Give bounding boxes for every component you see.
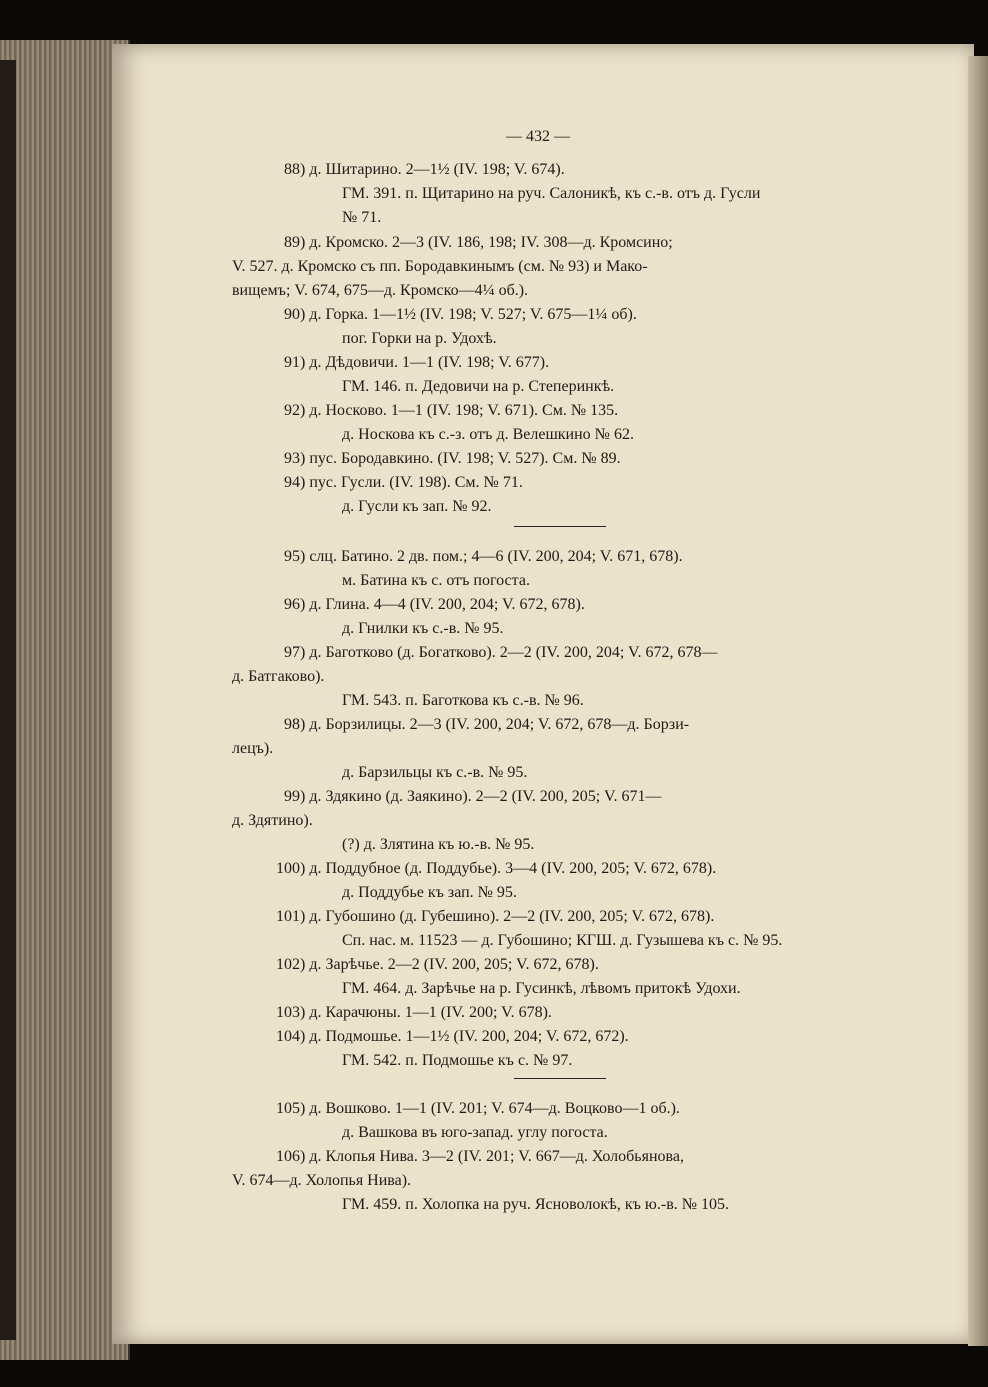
entry-95-line-2: м. Батина къ с. отъ погоста. bbox=[342, 572, 530, 589]
entry-94-line-1: 94) пус. Гусли. (IV. 198). См. № 71. bbox=[284, 474, 523, 491]
entry-92-line-1: 92) д. Носково. 1—1 (IV. 198; V. 671). См. № 135. bbox=[284, 402, 619, 419]
entry-106-line-1: 106) д. Клопья Нива. 3—2 (IV. 201; V. 667—д. Холобьянова, bbox=[276, 1148, 684, 1165]
entry-97-line-1: 97) д. Баготково (д. Богатково). 2—2 (IV. 200, 204; V. 672, 678— bbox=[284, 644, 718, 661]
entry-89-line-2: V. 527. д. Кромско съ пп. Бородавкинымъ (см. № 93) и Мако- bbox=[232, 258, 648, 275]
entry-89-line-1: 89) д. Кромско. 2—3 (IV. 186, 198; IV. 308—д. Кромсино; bbox=[284, 234, 673, 251]
entry-101-line-1: 101) д. Губошино (д. Губешино). 2—2 (IV. 200, 205; V. 672, 678). bbox=[276, 908, 715, 925]
entry-97-line-2: д. Батгаково). bbox=[232, 668, 325, 685]
entry-88-line-1: 88) д. Шитарино. 2—1½ (IV. 198; V. 674). bbox=[284, 161, 565, 178]
entry-98-line-2: лецъ). bbox=[232, 740, 274, 757]
entry-90-line-2: пог. Горки на р. Удохѣ. bbox=[342, 330, 497, 347]
entry-100-line-2: д. Поддубье къ зап. № 95. bbox=[342, 884, 517, 901]
book-page bbox=[112, 44, 974, 1344]
entry-99-line-1: 99) д. Здякино (д. Заякино). 2—2 (IV. 200, 205; V. 671— bbox=[284, 788, 662, 805]
entry-94-line-2: д. Гусли къ зап. № 92. bbox=[342, 498, 492, 515]
entry-105-line-1: 105) д. Вошково. 1—1 (IV. 201; V. 674—д. Воцково—1 об.). bbox=[276, 1100, 680, 1117]
page-text bbox=[112, 44, 974, 1344]
entry-93-line-1: 93) пус. Бородавкино. (IV. 198; V. 527). См. № 89. bbox=[284, 450, 621, 467]
page-number: — 432 — bbox=[506, 128, 570, 145]
entry-96-line-1: 96) д. Глина. 4—4 (IV. 200, 204; V. 672, 678). bbox=[284, 596, 585, 613]
entry-99-line-3: (?) д. Злятина къ ю.-в. № 95. bbox=[342, 836, 535, 853]
entry-102-line-1: 102) д. Зарѣчье. 2—2 (IV. 200, 205; V. 672, 678). bbox=[276, 956, 599, 973]
entry-101-line-2: Сп. нас. м. 11523 — д. Губошино; КГШ. д. Гузышева къ с. № 95. bbox=[342, 932, 783, 949]
entry-100-line-1: 100) д. Поддубное (д. Поддубье). 3—4 (IV. 200, 205; V. 672, 678). bbox=[276, 860, 717, 877]
entry-88-line-2: ГМ. 391. п. Щитарино на руч. Салоникѣ, къ с.-в. отъ д. Гусли bbox=[342, 185, 761, 202]
entry-96-line-2: д. Гнилки къ с.-в. № 95. bbox=[342, 620, 504, 637]
entry-88-line-3: № 71. bbox=[342, 209, 382, 226]
entry-91-line-2: ГМ. 146. п. Дедовичи на р. Степеринкѣ. bbox=[342, 378, 615, 395]
entry-98-line-1: 98) д. Борзилицы. 2—3 (IV. 200, 204; V. 672, 678—д. Борзи- bbox=[284, 716, 690, 733]
section-divider-2 bbox=[514, 1078, 606, 1079]
entry-99-line-2: д. Здятино). bbox=[232, 812, 313, 829]
entry-102-line-2: ГМ. 464. д. Зарѣчье на р. Гусинкѣ, лѣвомъ притокѣ Удохи. bbox=[342, 980, 741, 997]
entry-98-line-3: д. Барзильцы къ с.-в. № 95. bbox=[342, 764, 528, 781]
entry-92-line-2: д. Носкова къ с.-з. отъ д. Велешкино № 62. bbox=[342, 426, 634, 443]
entry-106-line-3: ГМ. 459. п. Холопка на руч. Ясноволокѣ, къ ю.-в. № 105. bbox=[342, 1196, 730, 1213]
entry-106-line-2: V. 674—д. Холопья Нива). bbox=[232, 1172, 412, 1189]
entry-90-line-1: 90) д. Горка. 1—1½ (IV. 198; V. 527; V. 675—1¼ об). bbox=[284, 306, 637, 323]
book-spine bbox=[0, 60, 16, 1340]
entry-103-line-1: 103) д. Карачюны. 1—1 (IV. 200; V. 678). bbox=[276, 1004, 552, 1021]
book-page-edges bbox=[0, 40, 130, 1360]
section-divider bbox=[514, 526, 606, 527]
entry-95-line-1: 95) слц. Батино. 2 дв. пом.; 4—6 (IV. 200, 204; V. 671, 678). bbox=[284, 548, 683, 565]
entry-105-line-2: д. Вашкова въ юго-запад. углу погоста. bbox=[342, 1124, 608, 1141]
entry-104-line-2: ГМ. 542. п. Подмошье къ с. № 97. bbox=[342, 1052, 573, 1069]
entry-97-line-3: ГМ. 543. п. Баготкова къ с.-в. № 96. bbox=[342, 692, 584, 709]
entry-89-line-3: вищемъ; V. 674, 675—д. Кромско—4¼ об.). bbox=[232, 282, 529, 299]
book-right-edge bbox=[968, 56, 988, 1346]
entry-91-line-1: 91) д. Дѣдовичи. 1—1 (IV. 198; V. 677). bbox=[284, 354, 550, 371]
entry-104-line-1: 104) д. Подмошье. 1—1½ (IV. 200, 204; V. 672, 672). bbox=[276, 1028, 629, 1045]
